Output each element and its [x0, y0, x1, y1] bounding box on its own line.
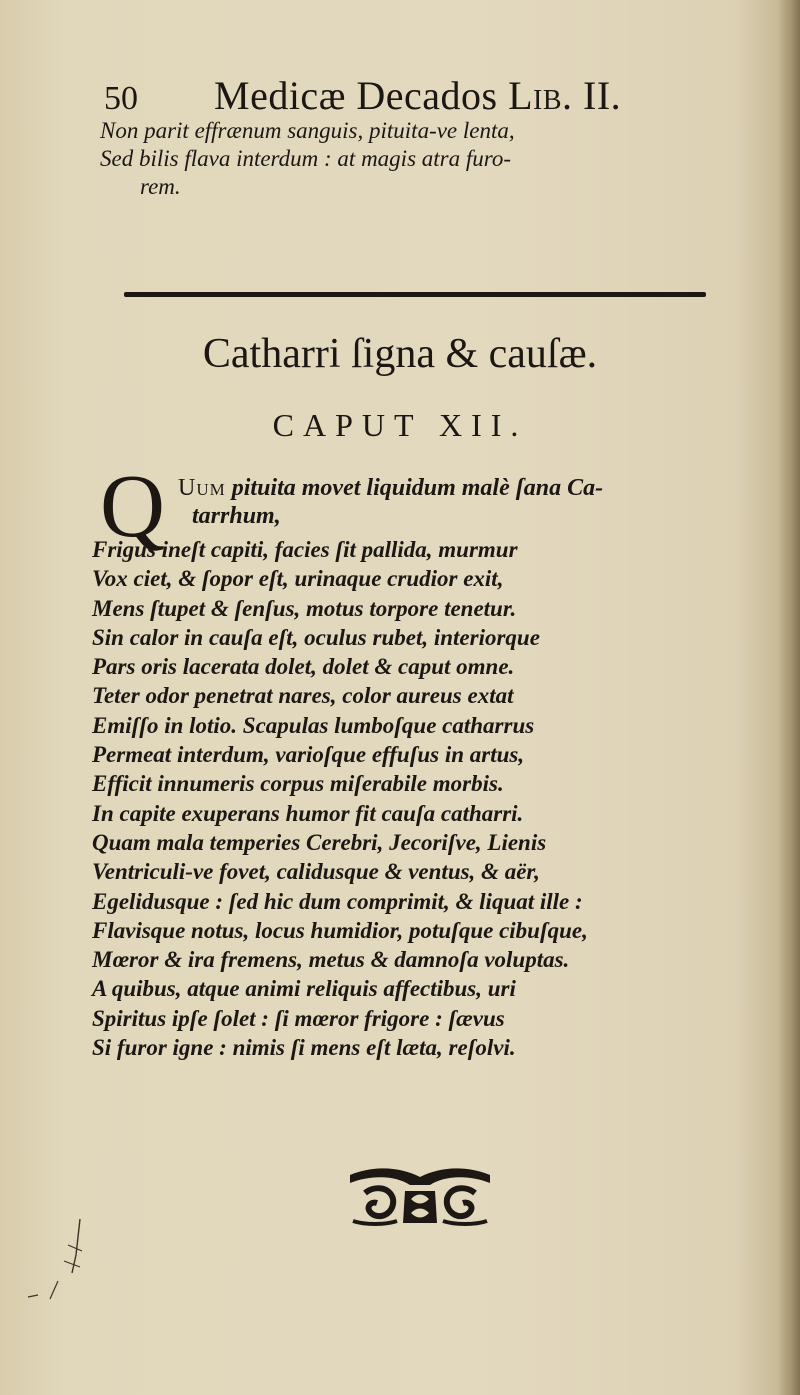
- intro-line: Non parit effrænum sanguis, pituita-ve lenta,: [100, 118, 515, 143]
- page-number: 50: [104, 80, 138, 117]
- intro-line: Sed bilis flava interdum : at magis atra furo-: [100, 146, 512, 171]
- verse-line: Sin calor in cauſa eſt, oculus rubet, interiorque: [92, 624, 540, 650]
- intro-verse: [100, 117, 790, 201]
- running-title-text: Medicæ Decados: [214, 73, 498, 118]
- verse-line: Ventriculi-ve fovet, calidusque & ventus, & aër,: [92, 859, 540, 885]
- page-header: [104, 70, 694, 122]
- verse-line: Si furor igne : nimis ſi mens eſt læta, reſolvi.: [92, 1035, 516, 1061]
- verse-line: Teter odor penetrat nares, color aureus extat: [92, 683, 514, 709]
- verse-line: Flavisque notus, locus humidior, potuſque cibuſque,: [92, 917, 588, 943]
- verse-line: Spiritus ipſe ſolet : ſi mœror frigore : ſævus: [92, 1005, 505, 1031]
- running-title: [214, 72, 621, 119]
- opening-line-rest: pituita movet liquidum malè ſana Ca-: [231, 475, 604, 501]
- section-divider-rule: [124, 292, 706, 297]
- verse-line: Efficit innumeris corpus miſerabile morbis.: [92, 771, 504, 797]
- verse-line: Pars oris lacerata dolet, dolet & caput omne.: [92, 654, 515, 680]
- verse-line: Vox ciet, & ſopor eſt, urinaque crudior exit,: [92, 566, 504, 592]
- drop-cap: Q: [100, 457, 165, 556]
- verse-line: Mœror & ira fremens, metus & damnoſa voluptas.: [92, 947, 570, 973]
- margin-pencil-mark-icon: [24, 1215, 94, 1310]
- verse-line: Emiſſo in lotio. Scapulas lumboſque catharrus: [92, 712, 535, 738]
- verse-line: Frigus ineſt capiti, facies ſit pallida, murmur: [92, 537, 518, 562]
- verse-line: Mens ſtupet & ſenſus, motus torpore tenetur.: [92, 595, 517, 621]
- intro-line: rem.: [140, 174, 181, 199]
- verse-line: Permeat interdum, varioſque effuſus in artus,: [92, 742, 525, 768]
- verse-line: Quam mala temperies Cerebri, Jecoriſve, Lienis: [92, 829, 547, 855]
- ornament-icon: [345, 1163, 495, 1228]
- chapter-subtitle: CAPUT XII.: [272, 407, 528, 443]
- verse-line: Egelidusque : ſed hic dum comprimit, & liquat ille :: [92, 888, 583, 914]
- verse-line: In capite exuperans humor fit cauſa catharri.: [92, 800, 524, 826]
- opening-word: Uum: [178, 475, 226, 501]
- book-number: Lib. II.: [508, 73, 622, 118]
- chapter-opening: [178, 474, 603, 530]
- chapter-title: Catharri ſigna & cauſæ.: [202, 331, 598, 377]
- verse-line: A quibus, atque animi reliquis affectibus, uri: [92, 976, 516, 1002]
- opening-line-2: tarrhum,: [192, 503, 281, 529]
- chapter-verse: [92, 535, 792, 1062]
